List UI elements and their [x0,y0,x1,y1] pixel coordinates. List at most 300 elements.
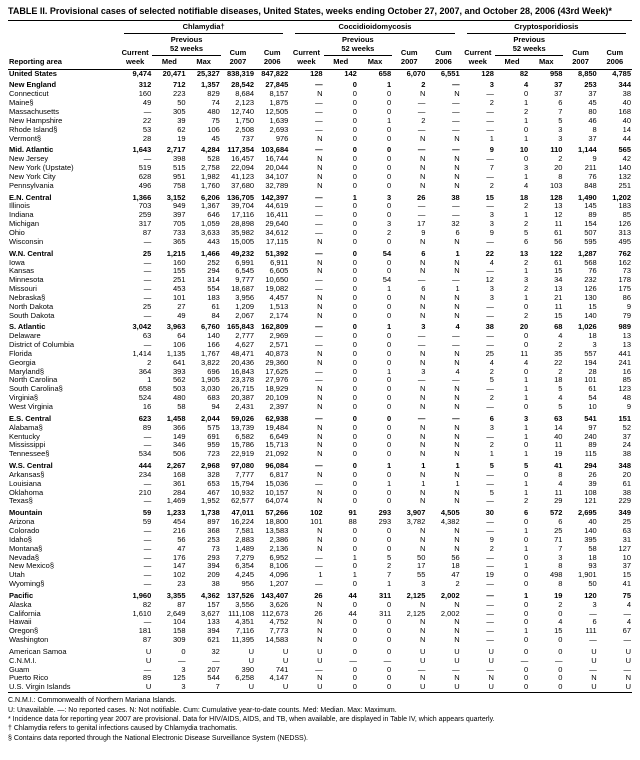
value-cell: 0 [558,636,563,645]
value-cell: 23 [177,580,186,589]
value-cell: 3,627 [201,609,220,618]
value-cell: U [454,656,460,665]
value-cell: 8,850 [577,69,597,78]
value-cell: 6,817 [269,470,289,479]
value-cell: N [419,441,426,450]
value-cell: 16,843 [231,367,255,376]
value-cell: — [349,656,357,665]
value-cell: 8 [558,172,563,181]
value-cell: 75 [622,590,631,600]
value-cell: — [452,341,460,350]
value-cell: 97,080 [231,461,255,471]
reporting-area-cell: Utah [9,571,25,580]
value-cell: — [143,497,152,506]
value-cell: 194 [584,358,597,367]
value-cell: 557 [584,349,597,358]
value-cell: — [143,479,152,488]
value-cell: 1,469 [166,497,186,506]
col-header-med: Med [495,55,529,69]
value-cell: 34,107 [265,172,289,181]
footnote-line: C.N.M.I.: Commonwealth of Northern Mariana Islands. [8,697,177,705]
value-cell: N [454,358,460,367]
value-cell: 976 [275,134,289,143]
value-cell: 314 [207,276,220,285]
reporting-area-cell: Arkansas§ [9,470,45,479]
value-cell: 20,387 [231,394,255,403]
value-cell: 6 [558,518,563,527]
value-cell: 0 [352,535,357,544]
value-cell: 2,397 [269,403,289,411]
value-cell: 758 [173,181,186,190]
value-cell: 1,209 [235,302,255,311]
reporting-area-cell: South Dakota [9,311,55,320]
value-cell: 241 [618,358,631,367]
value-cell: 13 [622,341,631,350]
value-cell: 305 [173,108,186,116]
value-cell: 0 [181,646,186,656]
value-cell: 86 [622,293,631,302]
value-cell: 4 [558,332,563,341]
table-row [8,601,632,610]
value-cell: 1 [524,627,529,636]
value-cell: U [591,646,597,656]
value-cell: — [315,192,323,202]
value-cell: 130 [584,293,597,302]
value-cell: 97 [588,423,597,432]
value-cell: 441 [618,349,631,358]
value-cell: 0 [352,627,357,636]
value-cell: 47 [177,544,186,553]
value-cell: 2 [558,600,563,609]
value-cell: N [419,488,426,497]
value-cell: 284 [173,488,186,497]
value-cell: 0 [524,609,529,618]
table-row [8,126,632,135]
value-cell: N [625,674,631,683]
value-cell: — [486,479,494,488]
notifiable-diseases-table [8,20,632,693]
value-cell: 17,115 [265,237,289,246]
value-cell: 0 [352,526,357,535]
value-cell: 39 [177,116,186,125]
value-cell: U [317,656,323,665]
value-cell: 252 [207,258,220,267]
value-cell: 2 [421,80,426,90]
col-header-cum-2007: Cum 2007 [392,34,426,69]
reporting-area-cell: New York (Upstate) [9,164,74,173]
reporting-area-cell: Illinois [9,202,30,211]
col-header-med: Med [324,55,358,69]
table-row [8,545,632,554]
table-row [8,433,632,442]
reporting-area-cell: Wisconsin [9,237,44,246]
value-cell: 0 [386,488,392,497]
value-cell: 41 [554,461,563,471]
value-cell: 309 [173,636,186,645]
value-cell: N [454,349,460,358]
value-cell: N [419,164,426,173]
value-cell: 2,758 [201,164,220,173]
value-cell: 44 [348,590,357,600]
value-cell: 7 [489,164,494,173]
value-cell: 683 [207,394,220,403]
value-cell: 6 [524,508,529,518]
value-cell: 2 [489,367,494,376]
value-cell: 348 [618,461,631,471]
value-cell: 0 [524,636,529,645]
reporting-area-cell: Nebraska§ [9,293,46,302]
table-row [8,683,632,692]
value-cell: 143,407 [261,590,289,600]
table-row [8,385,632,394]
value-cell: 10,932 [231,488,255,497]
value-cell: 623 [138,413,152,423]
value-cell: 1 [524,562,529,571]
value-cell: 50 [177,99,186,108]
value-cell: 1,202 [612,192,631,202]
reporting-area-cell: Mid. Atlantic [9,145,54,155]
value-cell: 0 [352,276,357,285]
table-row [8,489,632,498]
value-cell: N [454,544,460,553]
value-cell: 63 [622,526,631,535]
value-cell: 25 [554,526,563,535]
value-cell: 1 [524,211,529,220]
value-cell: 26 [314,590,323,600]
reporting-area-cell: Vermont§ [9,134,42,143]
value-cell: — [486,470,494,479]
table-row [8,394,632,403]
value-cell: — [143,276,152,285]
value-cell: 0 [386,665,392,674]
value-cell: — [554,656,563,665]
value-cell: 21,092 [265,450,289,459]
value-cell: 48 [622,394,631,403]
reporting-area-cell: Indiana [9,211,34,220]
col-header-previous-52-weeks: Previous 52 weeks [324,34,393,55]
reporting-area-cell: Idaho§ [9,535,32,544]
value-cell: 1,458 [166,413,186,423]
value-cell: 178 [618,276,631,285]
value-cell: 0 [352,293,357,302]
value-cell: N [317,90,323,99]
value-cell: 16,224 [231,518,255,527]
value-cell: 16,457 [231,155,255,164]
value-cell: 0 [386,423,392,432]
value-cell: N [317,526,323,535]
value-cell: 25 [142,248,152,258]
value-cell: 0 [386,432,392,441]
value-cell: 0 [524,683,529,692]
value-cell: 38 [485,322,494,332]
value-cell: U [282,646,289,656]
value-cell: 25,327 [196,69,220,78]
value-cell: 1,738 [201,508,220,518]
value-cell: — [452,665,460,674]
value-cell: 87 [142,228,152,237]
value-cell: 544 [207,674,220,683]
value-cell: 0 [386,535,392,544]
value-cell: — [623,609,631,618]
value-cell: 1,059 [201,220,220,229]
value-cell: 1,144 [577,145,597,155]
value-cell: U [488,683,494,692]
value-cell: 2 [524,311,529,320]
value-cell: 1 [524,488,529,497]
value-cell: 142,397 [261,192,289,202]
footnote-line: § Contains data reported through the National Electronic Disease Surveillance System (NEDSS). [8,734,308,742]
value-cell: 39,704 [231,202,255,211]
value-cell: — [143,155,152,164]
value-cell: — [143,285,152,294]
value-cell: 37,680 [231,181,255,190]
value-cell: 0 [386,311,392,320]
value-cell: N [454,237,460,246]
value-cell: — [417,145,426,155]
reporting-area-cell: Texas§ [9,497,33,506]
value-cell: 7,773 [269,627,289,636]
value-cell: 1 [386,285,392,294]
value-cell: — [589,636,597,645]
value-cell: 503 [173,385,186,394]
value-cell: 641 [173,358,186,367]
value-cell: — [315,220,323,229]
value-cell: 1,414 [132,349,152,358]
value-cell: 22,919 [231,450,255,459]
reporting-area-cell: Missouri [9,285,37,294]
value-cell: N [454,394,460,403]
value-cell: 1,643 [132,145,152,155]
value-cell: N [454,293,460,302]
value-cell: 111 [585,627,597,636]
value-cell: — [143,618,152,627]
value-cell: 4,284 [201,145,220,155]
value-cell: — [315,479,323,488]
value-cell: 18,929 [265,385,289,394]
value-cell: 7 [215,683,220,692]
table-row [8,182,632,191]
value-cell: 16,411 [265,211,289,220]
value-cell: U [419,683,426,692]
value-cell: 311 [379,609,392,618]
value-cell: 5 [558,385,563,394]
value-cell: 68 [554,322,563,332]
value-cell: 480 [207,108,220,116]
value-cell: 696 [207,367,220,376]
value-cell: 37 [622,432,631,441]
value-cell: 12,505 [265,108,289,116]
value-cell: U [591,683,597,692]
value-cell: 1 [524,172,529,181]
value-cell: 183 [618,202,631,211]
value-cell: — [486,665,494,674]
value-cell: 6,760 [201,322,220,332]
value-cell: 31 [622,535,631,544]
value-cell: 19 [554,590,563,600]
value-cell: 0 [524,618,529,627]
value-cell: 15 [554,267,563,276]
value-cell: 2 [524,202,529,211]
value-cell: 63 [554,413,563,423]
value-cell: N [419,394,426,403]
value-cell: 0 [352,164,357,173]
value-cell: 572 [549,508,563,518]
value-cell: — [452,145,460,155]
value-cell: — [143,237,152,246]
value-cell: 6,649 [269,432,289,441]
value-cell: 29,640 [265,220,289,229]
value-cell: — [452,116,460,125]
value-cell: 2 [489,441,494,450]
reporting-area-cell: Florida [9,349,32,358]
value-cell: N [419,181,426,190]
value-cell: — [143,258,152,267]
value-cell: 541 [584,413,597,423]
value-cell: 64,074 [265,497,289,506]
value-cell: 361 [173,479,186,488]
value-cell: 0 [386,237,392,246]
value-cell: 1,367 [201,202,220,211]
value-cell: 39 [588,479,597,488]
table-title: TABLE II. Provisional cases of selected notifiable diseases, United States, weeks ending October 27, 2007, and October 28, 2006 (43rd Week)* [8,6,612,16]
reporting-area-cell: Alabama§ [9,423,43,432]
value-cell: 84 [211,311,220,320]
reporting-area-cell: North Carolina [9,376,58,385]
value-cell: N [454,618,460,627]
value-cell: 57,266 [265,508,289,518]
value-cell: 126 [618,220,631,229]
value-cell: 562 [173,376,186,385]
value-cell: 15 [554,627,563,636]
value-cell: 44 [622,134,631,143]
value-cell: — [486,302,494,311]
value-cell: 126 [584,285,597,294]
value-cell: — [486,237,494,246]
value-cell: 9 [592,155,597,164]
value-cell: N [454,535,460,544]
reporting-area-cell: Oregon§ [9,627,39,636]
reporting-area-cell: Louisiana [9,479,42,488]
value-cell: 838,319 [226,69,255,78]
value-cell: 18 [554,376,563,385]
value-cell: N [419,155,426,164]
value-cell: 3 [421,322,426,332]
value-cell: 11 [554,441,563,450]
value-cell: 229 [618,497,631,506]
value-cell: 0 [352,646,357,656]
value-cell: 398 [173,155,186,164]
value-cell: 293 [378,508,392,518]
value-cell: 0 [352,376,357,385]
reporting-area-cell: United States [9,69,57,78]
value-cell: 32 [451,220,460,229]
value-cell: N [317,674,323,683]
value-cell: 59,026 [231,413,255,423]
value-cell: 1 [524,267,529,276]
value-cell: 0 [386,526,392,535]
value-cell: N [419,311,426,320]
value-cell: 3,822 [201,358,220,367]
value-cell: 128 [481,69,494,78]
value-cell: 0 [352,311,357,320]
value-cell: 54 [382,276,392,285]
value-cell: — [486,267,494,276]
value-cell: 0 [352,116,357,125]
value-cell: 9 [489,535,494,544]
value-cell: 51,392 [265,248,289,258]
value-cell: 111,108 [228,609,255,618]
table-row [8,155,632,164]
value-cell: 2,174 [269,311,289,320]
value-cell: 210 [138,488,152,497]
footnote-line: U: Unavailable. —: No reported cases. N: Not notifiable. Cum: Cumulative year-to-date counts. Med: Median. Max: Maximum. [8,706,397,714]
value-cell: 5 [558,116,563,125]
value-cell: 349 [618,508,631,518]
value-cell: 6 [592,618,597,627]
value-cell: — [486,432,494,441]
value-cell: — [486,636,494,645]
value-cell: 2,693 [269,125,289,134]
value-cell: 3,556 [235,600,255,609]
value-cell: N [419,497,426,506]
value-cell: 0 [524,674,529,683]
table-body [8,69,632,693]
col-header-cum-2007: Cum 2007 [221,34,255,69]
value-cell: 7 [386,571,392,580]
value-cell: 42 [622,155,631,164]
value-cell: 1 [421,461,426,471]
value-cell: 160 [173,258,186,267]
value-cell: 4,382 [440,518,460,527]
value-cell: 1 [489,134,494,143]
value-cell: 1 [524,394,529,403]
value-cell: 3,030 [201,385,220,394]
value-cell: 1 [352,553,357,562]
value-cell: 1,489 [235,544,255,553]
value-cell: 25 [142,302,152,311]
value-cell: — [520,656,529,665]
value-cell: 0 [352,237,357,246]
value-cell: 0 [352,461,357,471]
value-cell: U [282,683,289,692]
value-cell: 216 [173,526,186,535]
value-cell: N [419,600,426,609]
value-cell: 0 [352,544,357,553]
value-cell: N [419,470,426,479]
value-cell: 762 [618,248,631,258]
value-cell: 1 [386,479,392,488]
table-row [8,259,632,268]
value-cell: 0 [352,341,357,350]
table-row [8,580,632,589]
reporting-area-cell: West Virginia [9,403,53,411]
value-cell: 568 [584,258,597,267]
value-cell: 240 [584,432,597,441]
value-cell: U [145,656,152,665]
value-cell: N [317,172,323,181]
value-cell: 0 [352,674,357,683]
reporting-area-cell: Montana§ [9,544,43,553]
value-cell: 56 [177,535,186,544]
value-cell: N [317,423,323,432]
value-cell: 140 [584,311,597,320]
value-cell: 6,582 [235,432,255,441]
value-cell: N [317,432,323,441]
value-cell: U [419,656,426,665]
value-cell: 7,581 [235,526,255,535]
value-cell: 1,215 [166,248,186,258]
value-cell: 0 [524,403,529,411]
